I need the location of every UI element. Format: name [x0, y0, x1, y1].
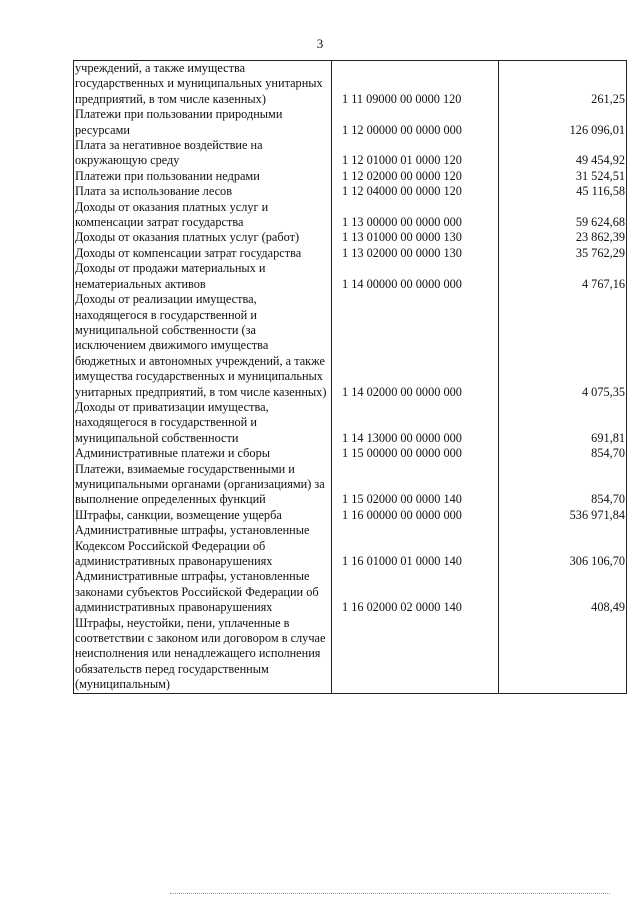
- table-row: [74, 446, 627, 461]
- row-code: [332, 616, 499, 694]
- table-row: [74, 616, 627, 694]
- row-name: Штрафы, неустойки, пени, уплаченные в соответствии с законом или договором в случае неисполнения или ненадлежащего исполнения обязательств перед государственным (муниципальным): [74, 616, 332, 694]
- row-name: Доходы от оказания платных услуг (работ): [74, 230, 332, 245]
- row-name: Платежи, взимаемые государственными и муниципальными органами (организациями) за выполнение определенных функций: [74, 462, 332, 508]
- row-amount: 306 106,70: [499, 523, 627, 569]
- table-row: [74, 508, 627, 523]
- row-amount: 126 096,01: [499, 107, 627, 138]
- row-code: 1 16 01000 01 0000 140: [332, 523, 499, 569]
- page-bottom-rule: [170, 893, 610, 894]
- row-amount: 45 116,58: [499, 184, 627, 199]
- row-amount: 854,70: [499, 462, 627, 508]
- row-name: Доходы от продажи материальных и нематериальных активов: [74, 261, 332, 292]
- table-row: [74, 169, 627, 184]
- table-row: [74, 292, 627, 400]
- row-amount: 261,25: [499, 61, 627, 108]
- row-name: Платежи при пользовании недрами: [74, 169, 332, 184]
- row-amount: 31 524,51: [499, 169, 627, 184]
- row-amount: 854,70: [499, 446, 627, 461]
- row-name: Административные штрафы, установленные законами субъектов Российской Федерации об административных правонарушениях: [74, 569, 332, 615]
- revenue-table: [73, 60, 627, 694]
- table-row: [74, 184, 627, 199]
- row-code: 1 16 00000 00 0000 000: [332, 508, 499, 523]
- row-name: Доходы от компенсации затрат государства: [74, 246, 332, 261]
- row-name: Доходы от реализации имущества, находящегося в государственной и муниципальной собственности (за исключением движимого имущества бюджетных и автономных учреждений, а также имущества государственных и муниципальных унитарных предприятий, в том числе казенных): [74, 292, 332, 400]
- row-name: Платежи при пользовании природными ресурсами: [74, 107, 332, 138]
- row-amount: 536 971,84: [499, 508, 627, 523]
- row-code: 1 13 00000 00 0000 000: [332, 200, 499, 231]
- row-amount: 4 767,16: [499, 261, 627, 292]
- table-row: [74, 246, 627, 261]
- row-amount: 49 454,92: [499, 138, 627, 169]
- row-amount: 408,49: [499, 569, 627, 615]
- table-row: [74, 230, 627, 245]
- row-code: 1 15 00000 00 0000 000: [332, 446, 499, 461]
- table-row: [74, 569, 627, 615]
- row-code: 1 11 09000 00 0000 120: [332, 61, 499, 108]
- row-name: учреждений, а также имущества государственных и муниципальных унитарных предприятий, в том числе казенных): [74, 61, 332, 108]
- row-code: 1 14 00000 00 0000 000: [332, 261, 499, 292]
- row-code: 1 16 02000 02 0000 140: [332, 569, 499, 615]
- row-amount: 59 624,68: [499, 200, 627, 231]
- table-row: [74, 523, 627, 569]
- row-code: 1 14 02000 00 0000 000: [332, 292, 499, 400]
- row-amount: 691,81: [499, 400, 627, 446]
- row-name: Доходы от приватизации имущества, находящегося в государственной и муниципальной собственности: [74, 400, 332, 446]
- row-code: 1 14 13000 00 0000 000: [332, 400, 499, 446]
- row-name: Административные штрафы, установленные Кодексом Российской Федерации об административных правонарушениях: [74, 523, 332, 569]
- row-name: Доходы от оказания платных услуг и компенсации затрат государства: [74, 200, 332, 231]
- row-code: 1 12 00000 00 0000 000: [332, 107, 499, 138]
- row-code: 1 12 01000 01 0000 120: [332, 138, 499, 169]
- row-code: 1 12 04000 00 0000 120: [332, 184, 499, 199]
- row-name: Плата за негативное воздействие на окружающую среду: [74, 138, 332, 169]
- table-row: [74, 462, 627, 508]
- table-row: [74, 400, 627, 446]
- table-row: [74, 61, 627, 108]
- row-code: 1 12 02000 00 0000 120: [332, 169, 499, 184]
- table-row: [74, 261, 627, 292]
- row-code: 1 13 02000 00 0000 130: [332, 246, 499, 261]
- row-code: 1 13 01000 00 0000 130: [332, 230, 499, 245]
- table-row: [74, 107, 627, 138]
- row-amount: 35 762,29: [499, 246, 627, 261]
- row-amount: 4 075,35: [499, 292, 627, 400]
- page-number: 3: [316, 36, 324, 51]
- row-name: Административные платежи и сборы: [74, 446, 332, 461]
- table-row: [74, 138, 627, 169]
- row-amount: 23 862,39: [499, 230, 627, 245]
- table-row: [74, 200, 627, 231]
- row-code: 1 15 02000 00 0000 140: [332, 462, 499, 508]
- row-amount: [499, 616, 627, 694]
- row-name: Плата за использование лесов: [74, 184, 332, 199]
- row-name: Штрафы, санкции, возмещение ущерба: [74, 508, 332, 523]
